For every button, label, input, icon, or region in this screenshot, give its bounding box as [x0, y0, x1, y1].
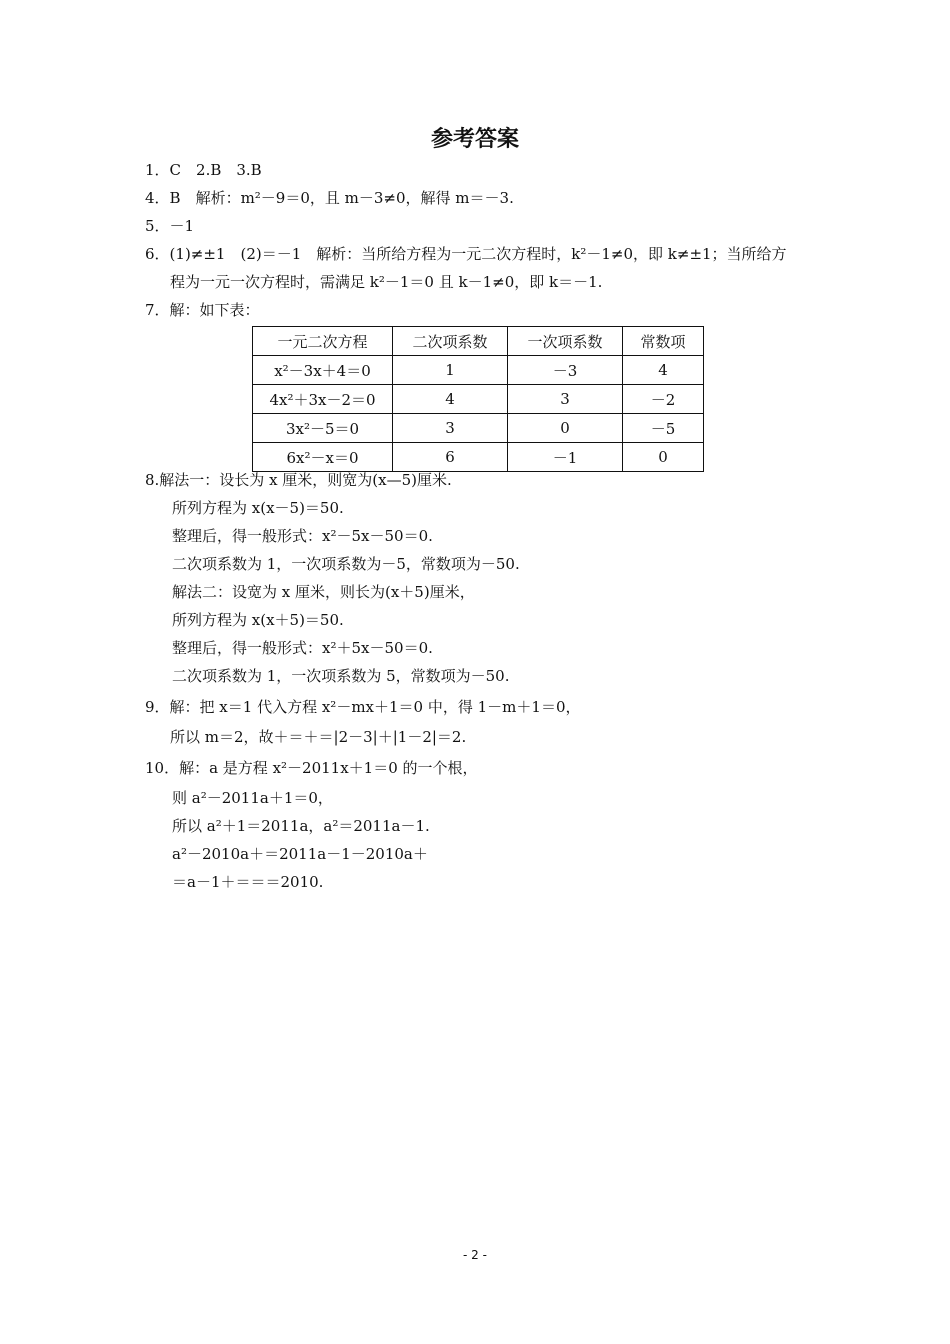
answer-8-line-7: 整理后，得一般形式：x²＋5x－50＝0.: [172, 639, 433, 657]
answer-10-line-2: 则 a²－2011a＋1＝0，: [172, 789, 333, 807]
answer-6-line-1: 6．(1)≠±1 (2)＝－1 解析：当所给方程为一元二次方程时，k²－1≠0，即 k≠±1；当所给方: [145, 245, 787, 263]
table-row: [253, 356, 704, 385]
table-cell: －2: [623, 385, 704, 414]
answer-8-line-2: 所列方程为 x(x－5)＝50.: [172, 499, 344, 517]
table-cell: 6x²－x＝0: [253, 443, 393, 472]
answer-10-line-4: a²－2010a＋＝2011a－1－2010a＋: [172, 845, 428, 863]
table-cell: x²－3x＋4＝0: [253, 356, 393, 385]
answer-8-line-1: 8.解法一：设长为 x 厘米，则宽为(x—5)厘米.: [145, 471, 452, 489]
answer-1-3: 1．C 2.B 3.B: [145, 161, 262, 179]
answer-10-line-5: ＝a－1＋＝＝＝2010.: [172, 873, 324, 891]
table-cell: 3: [393, 414, 508, 443]
page-title: 参考答案: [430, 127, 519, 152]
table-row: [253, 443, 704, 472]
table-header-row: [253, 327, 704, 356]
table-header: 常数项: [623, 327, 704, 356]
table-cell: 0: [508, 414, 623, 443]
answer-8-line-6: 所列方程为 x(x＋5)＝50.: [172, 611, 344, 629]
answer-10-line-3: 所以 a²＋1＝2011a，a²＝2011a－1.: [172, 817, 430, 835]
answer-8-line-5: 解法二：设宽为 x 厘米，则长为(x＋5)厘米，: [172, 583, 475, 601]
answer-8-line-3: 整理后，得一般形式：x²－5x－50＝0.: [172, 527, 433, 545]
table-cell: 4: [393, 385, 508, 414]
page-number: - 2 -: [463, 1248, 487, 1262]
table-header: 一元二次方程: [253, 327, 393, 356]
table-cell: 0: [623, 443, 704, 472]
answer-8-line-8: 二次项系数为 1，一次项系数为 5，常数项为－50.: [172, 667, 510, 685]
answer-7: 7．解：如下表：: [145, 301, 260, 319]
table-row: [253, 414, 704, 443]
answer-8-line-4: 二次项系数为 1，一次项系数为－5，常数项为－50.: [172, 555, 520, 573]
table-cell: 3: [508, 385, 623, 414]
coefficients-table: [252, 326, 704, 472]
table-cell: －3: [508, 356, 623, 385]
table-cell: 3x²－5＝0: [253, 414, 393, 443]
table-row: [253, 385, 704, 414]
answer-6-line-2: 程为一元一次方程时，需满足 k²－1＝0 且 k－1≠0，即 k＝－1.: [170, 273, 603, 291]
table-cell: 4x²＋3x－2＝0: [253, 385, 393, 414]
table-cell: －5: [623, 414, 704, 443]
table-header: 一次项系数: [508, 327, 623, 356]
table-cell: 6: [393, 443, 508, 472]
table-cell: 4: [623, 356, 704, 385]
answer-9-line-2: 所以 m＝2，故＋＝＋＝|2－3|＋|1－2|＝2.: [170, 728, 467, 746]
answer-4: 4．B 解析：m²－9＝0，且 m－3≠0，解得 m＝－3.: [145, 189, 514, 207]
table-header: 二次项系数: [393, 327, 508, 356]
table-cell: 1: [393, 356, 508, 385]
answer-10-line-1: 10．解：a 是方程 x²－2011x＋1＝0 的一个根，: [145, 759, 478, 777]
answer-5: 5．－1: [145, 217, 195, 235]
answer-9-line-1: 9．解：把 x＝1 代入方程 x²－mx＋1＝0 中，得 1－m＋1＝0，: [145, 698, 581, 716]
table-cell: －1: [508, 443, 623, 472]
